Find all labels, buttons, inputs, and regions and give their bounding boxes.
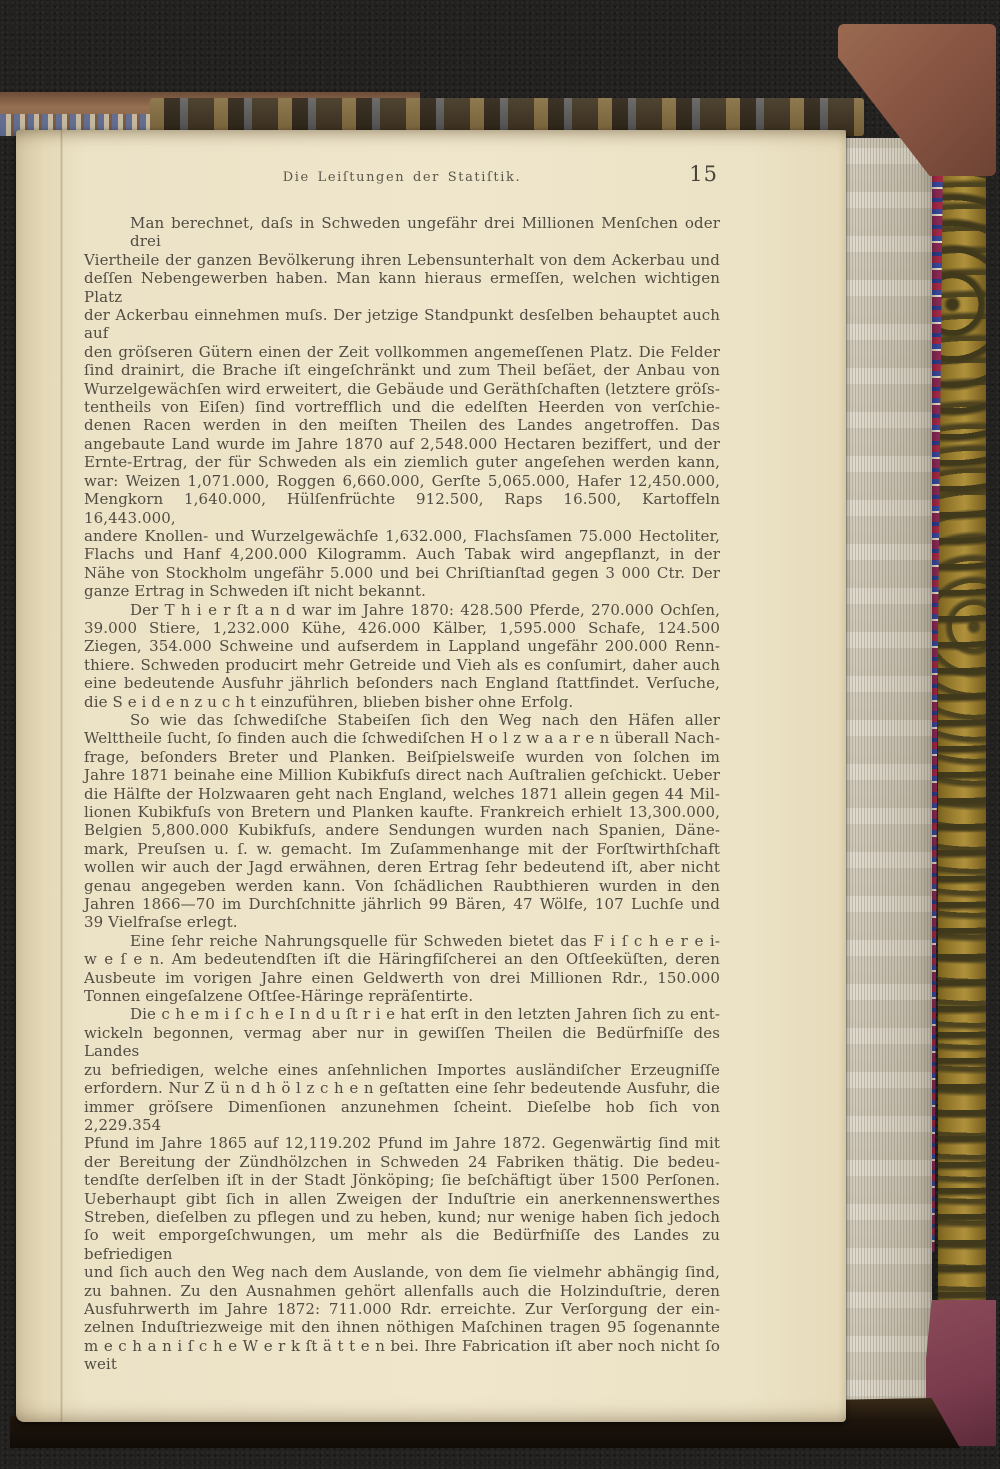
text-line: und ſich auch den Weg nach dem Auslande, von dem ſie vielmehr abhängig ſind, <box>84 1263 720 1282</box>
text-line: die S e i d e n z u c h t einzuführen, blieben bisher ohne Erfolg. <box>84 692 574 711</box>
text-line: w e ſ e n. Am bedeutendſten iſt die Häringfiſcherei an den Oſtſeeküſten, deren <box>84 950 720 969</box>
text-line: Jahren 1866—70 im Durchſchnitte jährlich 99 Bären, 47 Wölfe, 107 Luchſe und <box>84 895 720 914</box>
text-line: So wie das ſchwediſche Stabeiſen ſich den Weg nach den Häfen aller <box>130 710 720 729</box>
text-line: Pfund im Jahre 1865 auf 12,119.202 Pfund im Jahre 1872. Gegenwärtig ſind mit <box>84 1134 720 1153</box>
text-line: zu befriedigen, welche eines anſehnlichen Importes ausländiſcher Erzeugniſſe <box>84 1060 720 1079</box>
text-line: angebaute Land wurde im Jahre 1870 auf 2,548.000 Hectaren beziffert, und der <box>84 434 720 453</box>
text-line: Streben, dieſelben zu pflegen und zu heben, kund; nur wenige haben ſich jedoch <box>84 1207 720 1226</box>
text-line: Der T h i e r ſt a n d war im Jahre 1870: 428.500 Pferde, 270.000 Ochſen, <box>130 600 720 619</box>
text-line: war: Weizen 1,071.000, Roggen 6,660.000, Gerſte 5,065.000, Hafer 12,450.000, <box>84 471 720 490</box>
text-line: zelnen Induſtriezweige mit den ihnen nöthigen Maſchinen tragen 95 ſogenannte <box>84 1318 720 1337</box>
running-title: Die Leiſtungen der Statiſtik. <box>282 170 522 185</box>
text-line: Eine ſehr reiche Nahrungsquelle für Schweden bietet das F i ſ c h e r e i- <box>130 931 720 950</box>
page-header <box>84 162 720 192</box>
text-line: denen Racen werden in den meiſten Theilen des Landes angetroffen. Das <box>84 416 720 435</box>
text-line: Nähe von Stockholm ungefähr 5.000 und bei Chriſtianſtad gegen 3 000 Ctr. Der <box>84 563 720 582</box>
text-line: der Bereitung der Zündhölzchen in Schweden 24 Fabriken thätig. Die bedeu- <box>84 1152 720 1171</box>
text-line: Man berechnet, daſs in Schweden ungefähr drei Millionen Menſchen oder drei <box>130 214 720 251</box>
text-line: Ernte-Ertrag, der für Schweden als ein ziemlich guter angeſehen werden kann, <box>84 453 720 472</box>
text-line: Die c h e m i ſ c h e I n d u ſt r i e hat erſt in den letzten Jahren ſich zu ent- <box>130 1005 720 1024</box>
text-line: ſo weit emporgeſchwungen, um mehr als die Bedürfniſſe des Landes zu befriedigen <box>84 1226 720 1263</box>
text-line: wickeln begonnen, vermag aber nur in gewiſſen Theilen die Bedürfniſſe des Landes <box>84 1023 720 1061</box>
text-line: frage, beſonders Breter und Planken. Beiſpielsweiſe wurden von ſolchen im <box>84 747 720 766</box>
text-line: tentheils von Eiſen) ſind vortrefflich und die edelſten Heerden von verſchie- <box>84 398 720 417</box>
text-line: erfordern. Nur Z ü n d h ö l z c h e n geſtatten eine ſehr bedeutende Ausfuhr, die <box>84 1079 720 1098</box>
text-line: eine bedeutende Ausfuhr jährlich beſonders nach England ſtattfindet. Verſuche, <box>84 674 720 693</box>
text-line: der Ackerbau einnehmen muſs. Der jetzige Standpunkt desſelben behauptet auch auf <box>84 306 720 343</box>
text-line: 39.000 Stiere, 1,232.000 Kühe, 426.000 Kälber, 1,595.000 Schafe, 124.500 <box>84 618 720 637</box>
marbled-cover-board <box>938 166 986 1318</box>
text-line: Jahre 1871 beinahe eine Million Kubikfuſs direct nach Auſtralien geſchickt. Ueber <box>84 766 720 785</box>
gutter-crease <box>60 130 63 1422</box>
text-line: zu bahnen. Zu den Ausnahmen gehört allenfalls auch die Holzinduſtrie, deren <box>84 1281 720 1300</box>
text-line: ſind drainirt, die Brache iſt eingeſchränkt und zum Theil beſäet, der Anbau von <box>84 361 720 380</box>
text-line: 39 Vielfraſse erlegt. <box>84 913 238 932</box>
text-line: deſſen Nebengewerben haben. Man kann hieraus ermeſſen, welchen wichtigen Platz <box>84 269 720 306</box>
text-line: mark, Preuſsen u. ſ. w. gemacht. Im Zuſammenhange mit der Forſtwirthſchaft <box>84 839 720 858</box>
text-line: die Hälfte der Holzwaaren geht nach England, welches 1871 allein gegen 44 Mil- <box>84 784 720 803</box>
text-line: Ziegen, 354.000 Schweine und aufserdem in Lappland ungefähr 200.000 Renn- <box>84 637 720 656</box>
text-line: Flachs und Hanf 4,200.000 Kilogramm. Auch Tabak wird angepflanzt, in der <box>84 545 720 564</box>
text-line: tendſte derſelben iſt in der Stadt Jönköping; ſie beſchäftigt über 1500 Perſonen. <box>84 1171 720 1190</box>
text-line: Tonnen eingeſalzene Oſtſee-Häringe repräſentirte. <box>84 987 474 1006</box>
text-line: genau angegeben werden kann. Von ſchädlichen Raubthieren wurden in den <box>84 876 720 895</box>
text-line: ganze Ertrag in Schweden iſt nicht bekannt. <box>84 582 426 601</box>
page-stack-fore-edge <box>840 138 932 1428</box>
text-line: m e c h a n i ſ c h e W e r k ſt ä t t e n bei. Ihre Fabrication iſt aber noch nicht ſo weit <box>84 1336 720 1374</box>
text-line: Ausfuhrwerth im Jahre 1872: 711.000 Rdr. erreichte. Zur Verſorgung der ein- <box>84 1299 720 1318</box>
text-line: thiere. Schweden producirt mehr Getreide und Vieh als es conſumirt, daher auch <box>84 655 720 674</box>
text-line: Viertheile der ganzen Bevölkerung ihren Lebensunterhalt von dem Ackerbau und <box>84 250 720 269</box>
page-number: 15 <box>689 162 718 186</box>
text-line: immer gröſsere Dimenſionen anzunehmen ſcheint. Dieſelbe hob ſich von 2,229.354 <box>84 1097 720 1134</box>
book-page <box>16 130 846 1422</box>
text-line: Mengkorn 1,640.000, Hülſenfrüchte 912.500, Raps 16.500, Kartoffeln 16,443.000, <box>84 490 720 527</box>
text-line: Ueberhaupt gibt ſich in allen Zweigen der Induſtrie ein anerkennenswerthes <box>84 1189 720 1208</box>
text-line: Ausbeute im vorigen Jahre einen Geldwerth von drei Millionen Rdr., 150.000 <box>84 968 720 987</box>
text-line: Belgien 5,800.000 Kubikfuſs, andere Sendungen wurden nach Spanien, Däne- <box>84 821 720 840</box>
text-line: Wurzelgewächſen wird erweitert, die Gebäude und Geräthſchaften (letztere gröſs- <box>84 379 720 398</box>
text-line: Welttheile ſucht, ſo finden auch die ſchwediſchen H o l z w a a r e n überall Nach- <box>84 729 720 748</box>
text-line: den gröſseren Gütern einen der Zeit vollkommen angemeſſenen Platz. Die Felder <box>84 342 720 361</box>
page-text <box>84 214 720 1374</box>
text-line: lionen Kubikfuſs von Bretern und Planken kaufte. Frankreich erhielt 13,300.000, <box>84 803 720 821</box>
text-line: wollen wir auch der Jagd erwähnen, deren Ertrag ſehr bedeutend iſt, aber nicht <box>84 858 720 877</box>
text-line: andere Knollen- und Wurzelgewächſe 1,632.000, Flachsſamen 75.000 Hectoliter, <box>84 526 720 545</box>
